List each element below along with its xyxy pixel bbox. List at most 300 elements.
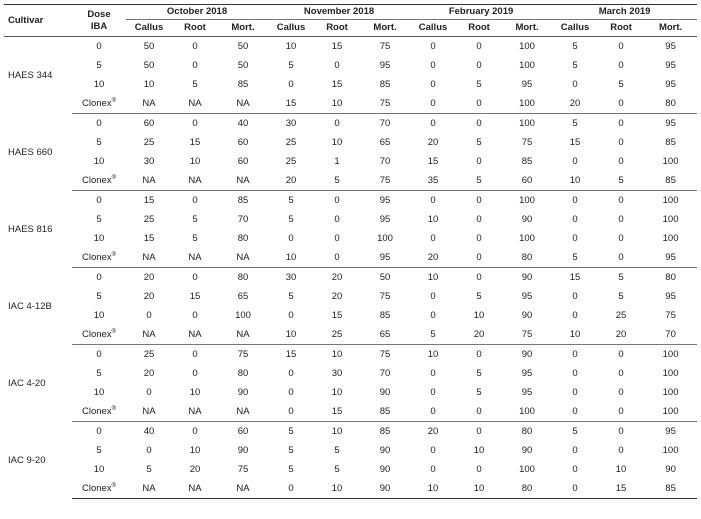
value-cell: NA [172, 479, 218, 499]
value-cell: 95 [379, 214, 391, 225]
value-cell: 0 [288, 310, 294, 321]
value-cell: 20 [331, 272, 343, 283]
value-cell: 75 [379, 349, 391, 360]
value-cell: 5 [476, 368, 482, 379]
table-row [4, 460, 697, 479]
value-cell: 5 [192, 214, 198, 225]
value-cell: 95 [521, 368, 533, 379]
value-cell: 0 [618, 195, 624, 206]
value-cell: 0 [572, 349, 578, 360]
table-row [4, 479, 697, 499]
value-cell: 95 [521, 79, 533, 90]
dose-cell: 5 [96, 291, 102, 302]
value-cell: 85 [665, 137, 676, 148]
table-row [4, 248, 697, 268]
value-cell: 75 [521, 137, 533, 148]
value-cell: 75 [360, 171, 410, 191]
dose-cell: 5 [96, 137, 102, 148]
value-cell: 20 [268, 171, 314, 191]
value-cell: 85 [521, 156, 533, 167]
value-cell: 80 [502, 479, 552, 499]
value-cell: 100 [502, 94, 552, 114]
value-cell: 20 [598, 325, 644, 345]
value-cell: 10 [473, 310, 485, 321]
value-cell: 5 [334, 445, 340, 456]
value-cell: 75 [502, 325, 552, 345]
dose-cell: 10 [93, 310, 105, 321]
header-period: November 2018 [268, 5, 410, 20]
value-cell: NA [126, 402, 172, 422]
value-cell: 5 [314, 171, 360, 191]
table-row [4, 402, 697, 422]
value-cell: 10 [427, 272, 439, 283]
value-cell: 95 [379, 195, 391, 206]
value-cell: 70 [237, 214, 249, 225]
value-cell: 0 [192, 41, 198, 52]
value-cell: 5 [288, 291, 294, 302]
value-cell: 15 [331, 79, 343, 90]
value-cell: NA [218, 248, 268, 268]
value-cell: NA [126, 171, 172, 191]
value-cell: 100 [377, 233, 393, 244]
table-row [4, 94, 697, 114]
value-cell: 10 [552, 171, 598, 191]
value-cell: 70 [379, 118, 391, 129]
value-cell: 1 [334, 156, 340, 167]
header-row-periods [4, 5, 697, 20]
value-cell: 5 [288, 445, 294, 456]
value-cell: 0 [476, 349, 482, 360]
value-cell: 20 [427, 426, 439, 437]
value-cell: 5 [572, 41, 578, 52]
table-row [4, 152, 697, 171]
value-cell: 0 [288, 233, 294, 244]
value-cell: 0 [430, 79, 436, 90]
header-mort: Mort. [644, 20, 697, 37]
results-table [4, 4, 697, 499]
cultivar-cell: IAC 4-12B [8, 300, 52, 312]
header-callus: Callus [268, 20, 314, 37]
dose-cell: 10 [93, 387, 105, 398]
value-cell: 20 [552, 94, 598, 114]
value-cell: 95 [665, 426, 676, 437]
value-cell: 10 [427, 349, 439, 360]
value-cell: 0 [430, 310, 436, 321]
value-cell: 5 [572, 60, 578, 71]
value-cell: 0 [572, 79, 578, 90]
value-cell: 0 [572, 156, 578, 167]
value-cell: 0 [456, 248, 502, 268]
dose-cell: Clonex® [72, 479, 126, 499]
value-cell: 0 [572, 233, 578, 244]
value-cell: 10 [189, 445, 201, 456]
value-cell: 0 [618, 349, 624, 360]
value-cell: 10 [314, 94, 360, 114]
header-cultivar: Cultivar [4, 5, 72, 37]
dose-cell: 0 [96, 195, 102, 206]
value-cell: 5 [476, 291, 482, 302]
header-mort: Mort. [502, 20, 552, 37]
value-cell: 25 [615, 310, 627, 321]
value-cell: 100 [662, 368, 679, 379]
value-cell: 90 [379, 387, 391, 398]
value-cell: NA [218, 171, 268, 191]
value-cell: 0 [192, 272, 198, 283]
value-cell: 0 [430, 41, 436, 52]
dose-cell: Clonex® [72, 94, 126, 114]
value-cell: 0 [618, 137, 624, 148]
value-cell: 0 [192, 118, 198, 129]
value-cell: 80 [237, 233, 249, 244]
value-cell: 0 [618, 445, 624, 456]
value-cell: 0 [192, 368, 198, 379]
value-cell: 0 [552, 479, 598, 499]
value-cell: 25 [285, 137, 297, 148]
value-cell: 100 [519, 233, 535, 244]
value-cell: 0 [476, 41, 482, 52]
value-cell: 0 [192, 60, 198, 71]
value-cell: 0 [334, 233, 340, 244]
value-cell: 5 [618, 291, 624, 302]
value-cell: 0 [572, 368, 578, 379]
value-cell: 75 [665, 310, 676, 321]
value-cell: 90 [237, 387, 249, 398]
value-cell: 0 [410, 402, 456, 422]
table-row [4, 441, 697, 460]
header-dose: Dose [87, 8, 111, 20]
value-cell: 90 [521, 214, 533, 225]
value-cell: 10 [615, 464, 627, 475]
value-cell: 15 [569, 137, 581, 148]
table-row [4, 210, 697, 229]
value-cell: 100 [502, 402, 552, 422]
value-cell: 25 [285, 156, 297, 167]
value-cell: 10 [456, 479, 502, 499]
value-cell: 10 [331, 137, 343, 148]
value-cell: 30 [285, 118, 297, 129]
value-cell: 0 [288, 368, 294, 379]
value-cell: NA [126, 248, 172, 268]
value-cell: 65 [360, 325, 410, 345]
value-cell: 0 [430, 445, 436, 456]
table-row [4, 133, 697, 152]
value-cell: 0 [268, 479, 314, 499]
table-row [4, 268, 697, 288]
value-cell: 100 [662, 156, 679, 167]
value-cell: 0 [146, 387, 152, 398]
value-cell: NA [218, 325, 268, 345]
dose-cell: 10 [93, 156, 105, 167]
dose-cell: 10 [93, 79, 105, 90]
dose-cell: Clonex® [72, 248, 126, 268]
dose-cell: 5 [96, 368, 102, 379]
value-cell: 90 [521, 349, 533, 360]
value-cell: 0 [552, 402, 598, 422]
value-cell: 0 [618, 214, 624, 225]
dose-cell: 10 [93, 233, 105, 244]
value-cell: 0 [572, 310, 578, 321]
value-cell: 0 [410, 94, 456, 114]
table-row [4, 56, 697, 75]
value-cell: NA [172, 248, 218, 268]
value-cell: 15 [427, 156, 439, 167]
table-row [4, 345, 697, 365]
value-cell: 0 [430, 118, 436, 129]
value-cell: 95 [644, 248, 697, 268]
cultivar-cell: IAC 9-20 [8, 454, 46, 466]
value-cell: 5 [410, 325, 456, 345]
value-cell: 100 [519, 464, 535, 475]
value-cell: 10 [314, 479, 360, 499]
value-cell: 0 [430, 195, 436, 206]
table-row [4, 383, 697, 402]
value-cell: 5 [476, 387, 482, 398]
dose-cell: 10 [93, 464, 105, 475]
value-cell: 15 [189, 137, 201, 148]
value-cell: 0 [476, 272, 482, 283]
value-cell: 100 [519, 60, 535, 71]
value-cell: 0 [334, 195, 340, 206]
value-cell: 0 [268, 402, 314, 422]
value-cell: 0 [598, 402, 644, 422]
value-cell: NA [218, 94, 268, 114]
value-cell: 65 [379, 137, 391, 148]
value-cell: 10 [268, 248, 314, 268]
value-cell: 100 [235, 310, 251, 321]
dose-cell: Clonex® [72, 171, 126, 191]
value-cell: 0 [572, 214, 578, 225]
table-row [4, 75, 697, 94]
value-cell: NA [172, 171, 218, 191]
value-cell: 0 [334, 118, 340, 129]
value-cell: 100 [519, 118, 535, 129]
dose-cell: 0 [96, 272, 102, 283]
value-cell: 5 [572, 118, 578, 129]
table-row [4, 306, 697, 325]
value-cell: 20 [143, 368, 155, 379]
value-cell: 0 [572, 464, 578, 475]
value-cell: 80 [644, 94, 697, 114]
value-cell: 85 [644, 479, 697, 499]
dose-cell: 5 [96, 214, 102, 225]
value-cell: 80 [502, 248, 552, 268]
value-cell: 0 [430, 233, 436, 244]
value-cell: 95 [360, 248, 410, 268]
value-cell: 0 [618, 426, 624, 437]
value-cell: 85 [379, 426, 391, 437]
value-cell: 0 [430, 368, 436, 379]
value-cell: 100 [519, 195, 535, 206]
value-cell: 10 [268, 325, 314, 345]
value-cell: 20 [143, 291, 155, 302]
value-cell: 5 [192, 233, 198, 244]
value-cell: 0 [476, 60, 482, 71]
value-cell: 0 [146, 310, 152, 321]
header-callus: Callus [552, 20, 598, 37]
value-cell: 0 [192, 195, 198, 206]
value-cell: 75 [379, 291, 391, 302]
header-root: Root [456, 20, 502, 37]
header-mort: Mort. [360, 20, 410, 37]
value-cell: 35 [410, 171, 456, 191]
value-cell: 85 [379, 79, 391, 90]
value-cell: 25 [143, 214, 155, 225]
value-cell: 90 [379, 445, 391, 456]
value-cell: 0 [572, 291, 578, 302]
dose-cell: 5 [96, 60, 102, 71]
value-cell: 30 [331, 368, 343, 379]
dose-cell: Clonex® [72, 325, 126, 345]
value-cell: 5 [288, 464, 294, 475]
value-cell: 25 [143, 137, 155, 148]
value-cell: 100 [644, 402, 697, 422]
header-root: Root [314, 20, 360, 37]
value-cell: 0 [288, 79, 294, 90]
value-cell: 5 [618, 79, 624, 90]
value-cell: 100 [662, 349, 679, 360]
table-row [4, 229, 697, 248]
value-cell: 50 [379, 272, 391, 283]
value-cell: 5 [288, 195, 294, 206]
value-cell: 0 [476, 195, 482, 206]
value-cell: 80 [237, 368, 249, 379]
value-cell: 0 [476, 426, 482, 437]
table-row [4, 325, 697, 345]
value-cell: 0 [618, 41, 624, 52]
value-cell: 20 [331, 291, 343, 302]
value-cell: 0 [572, 445, 578, 456]
value-cell: 20 [410, 248, 456, 268]
table-body [4, 37, 697, 499]
value-cell: 100 [662, 233, 679, 244]
value-cell: 10 [473, 445, 485, 456]
value-cell: 50 [143, 60, 155, 71]
value-cell: 5 [598, 171, 644, 191]
value-cell: 5 [572, 426, 578, 437]
value-cell: 25 [143, 349, 155, 360]
value-cell: 70 [379, 156, 391, 167]
value-cell: 15 [143, 195, 155, 206]
value-cell: 85 [379, 310, 391, 321]
value-cell: 15 [331, 41, 343, 52]
dose-cell: 0 [96, 41, 102, 52]
header-period: February 2019 [410, 5, 552, 20]
value-cell: 20 [189, 464, 201, 475]
value-cell: 30 [285, 272, 297, 283]
value-cell: 0 [476, 214, 482, 225]
value-cell: 5 [146, 464, 152, 475]
value-cell: 0 [456, 94, 502, 114]
value-cell: 10 [427, 214, 439, 225]
value-cell: 15 [598, 479, 644, 499]
value-cell: 100 [662, 195, 679, 206]
value-cell: 5 [288, 426, 294, 437]
value-cell: 5 [476, 79, 482, 90]
value-cell: 30 [143, 156, 155, 167]
dose-cell: 5 [96, 445, 102, 456]
value-cell: 0 [618, 60, 624, 71]
value-cell: 85 [237, 79, 249, 90]
header-callus: Callus [126, 20, 172, 37]
value-cell: 95 [521, 291, 533, 302]
value-cell: 100 [662, 387, 679, 398]
value-cell: 75 [237, 349, 249, 360]
value-cell: 85 [644, 171, 697, 191]
table-row [4, 171, 697, 191]
value-cell: 70 [644, 325, 697, 345]
cultivar-cell: HAES 660 [8, 146, 53, 158]
value-cell: 95 [665, 41, 676, 52]
value-cell: 50 [237, 60, 249, 71]
value-cell: 0 [476, 156, 482, 167]
value-cell: 0 [598, 248, 644, 268]
value-cell: 100 [519, 41, 535, 52]
value-cell: 0 [476, 464, 482, 475]
value-cell: NA [126, 94, 172, 114]
value-cell: 95 [665, 118, 676, 129]
value-cell: 0 [476, 118, 482, 129]
value-cell: 10 [331, 349, 343, 360]
value-cell: 0 [146, 445, 152, 456]
value-cell: 0 [430, 387, 436, 398]
value-cell: 75 [237, 464, 249, 475]
cultivar-cell: HAES 344 [8, 69, 53, 81]
value-cell: 90 [521, 272, 533, 283]
value-cell: NA [218, 479, 268, 499]
value-cell: 0 [314, 248, 360, 268]
value-cell: 40 [143, 426, 155, 437]
value-cell: 0 [618, 118, 624, 129]
value-cell: 40 [237, 118, 249, 129]
value-cell: 20 [456, 325, 502, 345]
value-cell: 25 [314, 325, 360, 345]
value-cell: 5 [618, 272, 624, 283]
value-cell: 0 [618, 387, 624, 398]
value-cell: 0 [430, 60, 436, 71]
value-cell: 5 [476, 137, 482, 148]
value-cell: 10 [189, 156, 201, 167]
value-cell: 60 [502, 171, 552, 191]
table-row [4, 364, 697, 383]
header-dose-iba [72, 5, 126, 37]
value-cell: NA [172, 94, 218, 114]
value-cell: 0 [334, 214, 340, 225]
value-cell: 0 [598, 94, 644, 114]
table-row [4, 422, 697, 442]
header-period: October 2018 [126, 5, 268, 20]
value-cell: 90 [521, 310, 533, 321]
value-cell: NA [126, 479, 172, 499]
header-mort: Mort. [218, 20, 268, 37]
value-cell: 20 [427, 137, 439, 148]
value-cell: 0 [456, 402, 502, 422]
value-cell: 85 [360, 402, 410, 422]
value-cell: 10 [331, 387, 343, 398]
value-cell: 0 [476, 233, 482, 244]
value-cell: 5 [334, 464, 340, 475]
value-cell: 20 [143, 272, 155, 283]
value-cell: 10 [285, 41, 297, 52]
value-cell: 0 [430, 464, 436, 475]
value-cell: 0 [288, 387, 294, 398]
value-cell: 15 [314, 402, 360, 422]
table-row [4, 37, 697, 57]
value-cell: 90 [237, 445, 249, 456]
dose-cell: 0 [96, 118, 102, 129]
header-root: Root [598, 20, 644, 37]
value-cell: 95 [665, 291, 676, 302]
header-callus: Callus [410, 20, 456, 37]
